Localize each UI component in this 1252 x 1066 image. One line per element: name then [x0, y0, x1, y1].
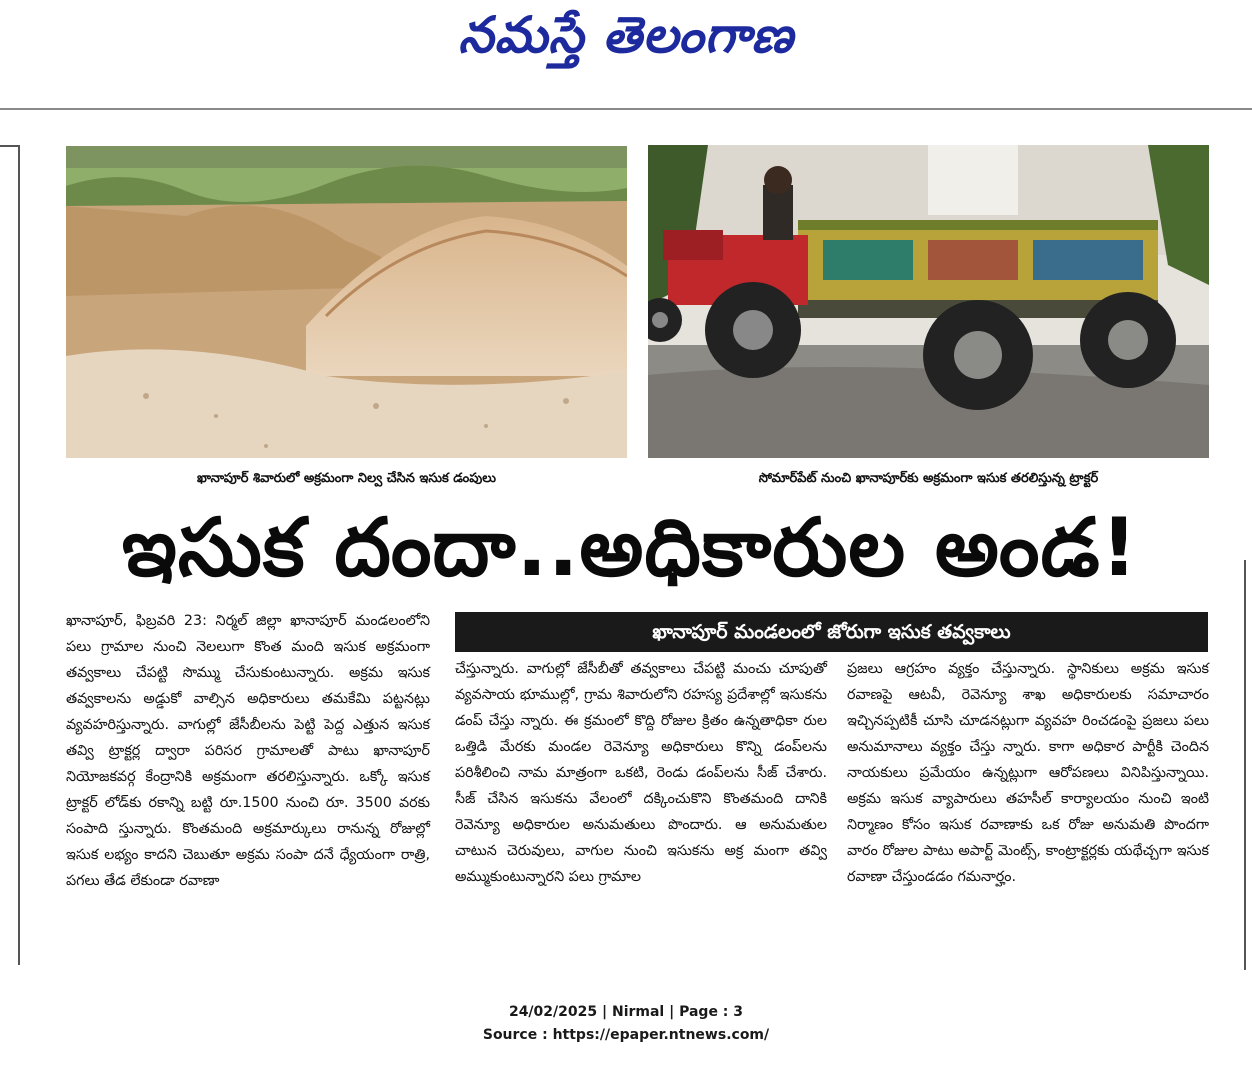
photo-caption-right: సోమార్‌పేట్‌ నుంచి ఖానాపూర్‌కు అక్రమంగా ఇసుక తరలిస్తున్న ట్రాక్టర్‌ [758, 471, 1099, 486]
source-link[interactable]: Source : https://epaper.ntnews.com/ [482, 1027, 770, 1043]
article-subheadline: ఖానాపూర్‌ మండలంలో జోరుగా ఇసుక తవ్వకాలు [455, 612, 1208, 652]
left-rule [0, 145, 20, 147]
article-column-3 [847, 656, 1209, 964]
right-column-rule [1244, 560, 1246, 970]
masthead-divider [0, 108, 1252, 110]
article-headline: ఇసుక దందా..అధికారుల అండ! [121, 501, 1139, 594]
article-text-col1: ఖానాపూర్‌, ఫిబ్రవరి 23: నిర్మల్‌ జిల్లా ఖానాపూర్‌ మండలంలోని పలు గ్రామాల నుంచి నెలలుగా కొంత మంది ఇసుక అక్రమంగా తవ్వకాలు చేపట్టి సొమ్ము చేసుకుంటున్నారు. అక్రమ ఇసుక తవ్వకాలను అడ్డుకో వాల్సిన అధికారులు తమకేమి పట్టనట్లు వ్యవహరిస్తున్నారు. వాగుల్లో జేసీబీలను పెట్టి పెద్ద ఎత్తున ఇసుక తవ్వి ట్రాక్టర్ల ద్వారా పరిసర గ్రామాలతో పాటు ఖానాపూర్‌ నియోజకవర్గ కేంద్రానికి అక్రమంగా తరలిస్తున్నారు. ఒక్కో ఇసుక ట్రాక్టర్‌ లోడ్‌కు రకాన్ని బట్టి రూ.1500 నుంచి రూ. 3500 వరకు సంపాది స్తున్నారు. కొంతమంది అక్రమార్కులు రానున్న రోజుల్లో ఇసుక లభ్యం కాదని చెబుతూ అక్రమ సంపా దనే ధ్యేయంగా రాత్రి, పగలు తేడ లేకుండా రవాణా [66, 613, 430, 889]
article-text-col2: చేస్తున్నారు. వాగుల్లో జేసీబీతో తవ్వకాలు చేపట్టి మంచు చూపుతో వ్యవసాయ భూముల్లో, గ్రామ శివారులోని రహస్య ప్రదేశాల్లో ఇసుకను డంప్‌ చేస్తు న్నారు. ఈ క్రమంలో కొద్ది రోజుల క్రితం ఉన్నతాధికా రుల ఒత్తిడి మేరకు మండల రెవెన్యూ అధికారులు కొన్ని డంప్‌లను పరిశీలించి నామ మాత్రంగా ఒకటి, రెండు డంప్‌లను సీజ్‌ చేశారు. సీజ్‌ చేసిన ఇసుకను వేలంలో దక్కించుకొని కొంతమంది దానికి రెవెన్యూ అధికారుల అనుమతులు పొందారు. ఆ అనుమతుల చాటున చెరువులు, వాగుల నుంచి ఇసుకను అక్ర మంగా తవ్వి అమ్ముకుంటున్నారని పలు గ్రామాల [455, 661, 827, 885]
sand-dumps-photo [66, 146, 627, 458]
left-column-rule [18, 145, 20, 965]
newspaper-title: నమస్తే తెలంగాణ [458, 6, 794, 64]
sand-tractor-photo [648, 145, 1209, 458]
article-text-col3: ప్రజలు ఆగ్రహం వ్యక్తం చేస్తున్నారు. స్థానికులు అక్రమ ఇసుక రవాణపై ఆటవీ, రెవెన్యూ శాఖ అధికారులకు సమాచారం ఇచ్చినప్పటికీ చూసి చూడనట్లుగా వ్యవహ రించడంపై ప్రజలు పలు అనుమానాలు వ్యక్తం చేస్తు న్నారు. కాగా అధికార పార్టీకి చెందిన నాయకులు ప్రమేయం ఉన్నట్లుగా ఆరోపణలు వినిపిస్తున్నాయి. అక్రమ ఇసుక వ్యాపారులు తహసీల్‌ కార్యాలయం నుంచి ఇంటి నిర్మాణం కోసం ఇసుక రవాణాకు ఒక రోజు అనుమతి పొందగా వారం రోజుల పాటు అపార్ట్‌ మెంట్స్‌, కాంట్రాక్టర్లకు యథేచ్చగా ఇసుక రవాణా చేస్తుండడం గమనార్హం. [847, 661, 1209, 885]
photo-caption-left: ఖానాపూర్‌ శివారులో అక్రమంగా నిల్వ చేసిన ఇసుక డంపులు [197, 471, 496, 486]
article-column-1 [66, 608, 430, 964]
article-column-2 [455, 656, 827, 964]
edition-info: 24/02/2025 | Nirmal | Page : 3 [508, 1004, 744, 1020]
masthead [0, 0, 1252, 78]
